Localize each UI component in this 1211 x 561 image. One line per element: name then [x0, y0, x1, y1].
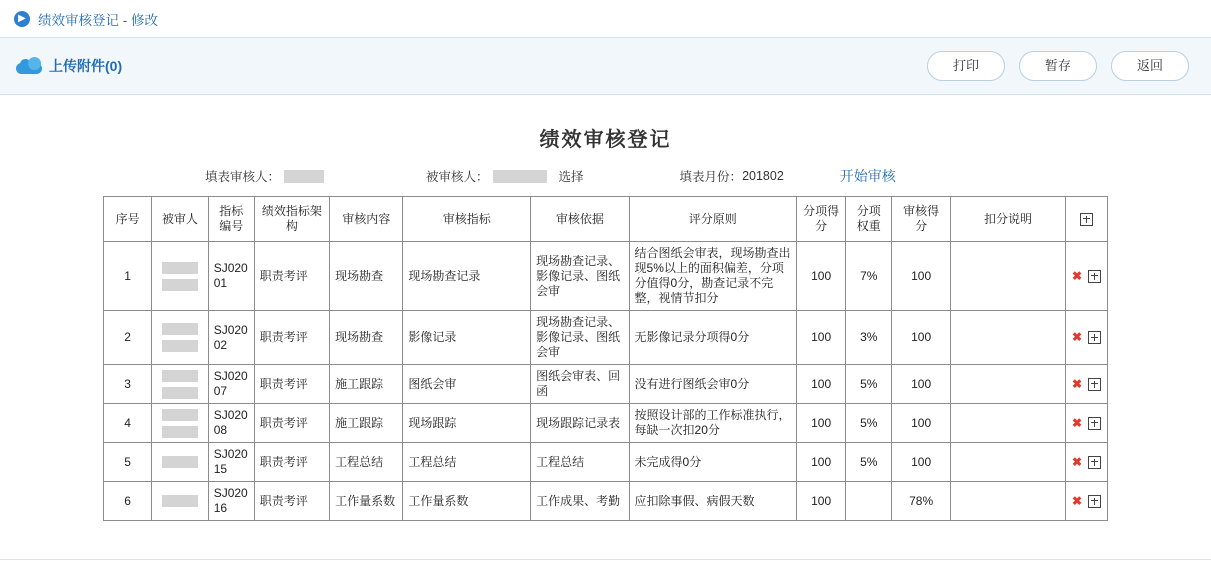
cell-score: 100: [797, 443, 846, 482]
print-button[interactable]: 打印: [927, 51, 1005, 81]
audit-score-input[interactable]: 100: [892, 404, 951, 443]
cell-code: SJ02001: [208, 242, 254, 311]
cell-code: SJ02015: [208, 443, 254, 482]
cell-rule: 无影像记录分项得0分: [629, 311, 797, 365]
cell-content: 现场勘查: [330, 311, 403, 365]
table-row: [104, 365, 1108, 404]
cell-rule: 结合图纸会审表，现场勘查出现5%以上的面积偏差，分项分值得0分，勘查记录不完整，视情节扣分: [629, 242, 797, 311]
cell-basis: 现场跟踪记录表: [531, 404, 629, 443]
toolbar: [0, 38, 1211, 95]
cell-rule: 未完成得0分: [629, 443, 797, 482]
th-operations: [1066, 197, 1108, 242]
table-row: [104, 242, 1108, 311]
th-score: 分项得分: [797, 197, 846, 242]
cell-rule: 按照设计部的工作标准执行，每缺一次扣20分: [629, 404, 797, 443]
cell-index: 工作量系数: [403, 482, 531, 521]
audit-score-input[interactable]: 100: [892, 443, 951, 482]
row-operations: [1066, 404, 1108, 443]
cell-frame: 职责考评: [254, 242, 329, 311]
th-weight: 分项权重: [846, 197, 892, 242]
cell-person: [152, 443, 209, 482]
breadcrumb[interactable]: 绩效审核登记 - 修改: [38, 12, 158, 28]
cell-index: 现场跟踪: [403, 404, 531, 443]
performance-review-table: [103, 196, 1108, 521]
cell-rule: 应扣除事假、病假天数: [629, 482, 797, 521]
filler-reviewer-field: [205, 167, 328, 185]
meta-row: [0, 166, 1211, 186]
table-header-row: [104, 197, 1108, 242]
filler-reviewer-label: 填表审核人：: [205, 170, 281, 184]
cell-no: 2: [104, 311, 152, 365]
th-index: 审核指标: [403, 197, 531, 242]
th-audit-score: 审核得分: [892, 197, 951, 242]
cell-content: 工作量系数: [330, 482, 403, 521]
th-rule: 评分原则: [629, 197, 797, 242]
th-content: 审核内容: [330, 197, 403, 242]
cell-basis: 工程总结: [531, 443, 629, 482]
cell-index: 现场勘查记录: [403, 242, 531, 311]
reviewee-value: [493, 170, 547, 183]
th-person: 被审人: [152, 197, 209, 242]
cell-basis: 图纸会审表、回函: [531, 365, 629, 404]
back-button[interactable]: 返回: [1111, 51, 1189, 81]
cell-frame: 职责考评: [254, 404, 329, 443]
deduct-note-input[interactable]: [950, 404, 1065, 443]
right-arrow-icon: ▶: [14, 11, 30, 27]
row-operations: [1066, 311, 1108, 365]
cell-code: SJ02016: [208, 482, 254, 521]
cell-index: 工程总结: [403, 443, 531, 482]
row-operations: [1066, 365, 1108, 404]
cell-frame: 职责考评: [254, 311, 329, 365]
cell-person: [152, 365, 209, 404]
report-month-field: [680, 167, 784, 185]
form-page: [0, 95, 1211, 561]
cell-score: 100: [797, 311, 846, 365]
delete-row-icon[interactable]: ✖: [1072, 376, 1083, 391]
cell-weight: 3%: [846, 311, 892, 365]
cell-content: 工程总结: [330, 443, 403, 482]
deduct-note-input[interactable]: [950, 482, 1065, 521]
th-basis: 审核依据: [531, 197, 629, 242]
upload-attachment-label: 上传附件(0): [49, 58, 123, 74]
cell-code: SJ02002: [208, 311, 254, 365]
expand-row-icon[interactable]: [1088, 495, 1101, 508]
expand-row-icon[interactable]: [1088, 270, 1101, 283]
th-deduct-note: 扣分说明: [950, 197, 1065, 242]
th-code: 指标编号: [208, 197, 254, 242]
cell-no: 6: [104, 482, 152, 521]
expand-all-icon[interactable]: [1080, 213, 1093, 226]
table-row: [104, 482, 1108, 521]
th-frame: 绩效指标架构: [254, 197, 329, 242]
select-reviewee-link[interactable]: 选择: [558, 170, 584, 184]
row-operations: [1066, 482, 1108, 521]
filler-reviewer-value: [284, 170, 324, 183]
row-operations: [1066, 443, 1108, 482]
expand-row-icon[interactable]: [1088, 417, 1101, 430]
table-container: [0, 196, 1211, 521]
delete-row-icon[interactable]: ✖: [1072, 454, 1083, 469]
deduct-note-input[interactable]: [950, 311, 1065, 365]
cell-code: SJ02008: [208, 404, 254, 443]
delete-row-icon[interactable]: ✖: [1072, 493, 1083, 508]
reviewee-field: [426, 167, 584, 185]
cell-person: [152, 404, 209, 443]
delete-row-icon[interactable]: ✖: [1072, 330, 1083, 344]
cell-content: 施工跟踪: [330, 404, 403, 443]
cell-frame: 职责考评: [254, 443, 329, 482]
cell-weight: [846, 482, 892, 521]
cell-score: 100: [797, 482, 846, 521]
save-draft-button[interactable]: 暂存: [1019, 51, 1097, 81]
deduct-note-input[interactable]: [950, 443, 1065, 482]
th-no: 序号: [104, 197, 152, 242]
report-month-label: 填表月份：: [679, 170, 743, 184]
title-bar: [0, 0, 1211, 38]
cell-frame: 职责考评: [254, 482, 329, 521]
cell-basis: 工作成果、考勤: [531, 482, 629, 521]
cell-no: 3: [104, 365, 152, 404]
cell-person: [152, 311, 209, 365]
deduct-note-input[interactable]: [950, 365, 1065, 404]
cell-score: 100: [797, 365, 846, 404]
cell-content: 现场勘查: [330, 242, 403, 311]
table-row: [104, 404, 1108, 443]
cell-weight: 5%: [846, 443, 892, 482]
cell-basis: 现场勘查记录、影像记录、图纸会审: [531, 242, 629, 311]
cell-person: [152, 482, 209, 521]
cell-no: 5: [104, 443, 152, 482]
expand-row-icon[interactable]: [1088, 456, 1101, 469]
page-title: 绩效审核登记: [539, 129, 672, 151]
delete-row-icon[interactable]: ✖: [1072, 415, 1083, 430]
cloud-upload-icon: [16, 57, 42, 75]
table-row: [104, 443, 1108, 482]
cell-person: [152, 242, 209, 311]
cell-weight: 7%: [846, 242, 892, 311]
cell-score: 100: [797, 404, 846, 443]
row-operations: [1066, 242, 1108, 311]
delete-row-icon[interactable]: ✖: [1072, 268, 1083, 283]
cell-index: 图纸会审: [403, 365, 531, 404]
cell-index: 影像记录: [403, 311, 531, 365]
deduct-note-input[interactable]: [950, 242, 1065, 311]
table-row: [104, 311, 1108, 365]
cell-basis: 现场勘查记录、影像记录、图纸会审: [531, 311, 629, 365]
cell-score: 100: [797, 242, 846, 311]
cell-frame: 职责考评: [254, 365, 329, 404]
audit-score-input[interactable]: 100: [892, 311, 951, 365]
cell-no: 4: [104, 404, 152, 443]
expand-row-icon[interactable]: [1088, 378, 1101, 391]
cell-code: SJ02007: [208, 365, 254, 404]
audit-score-input[interactable]: 100: [892, 365, 951, 404]
cell-weight: 5%: [846, 365, 892, 404]
report-month-value: 201802: [742, 169, 784, 183]
cell-weight: 5%: [846, 404, 892, 443]
start-review-button[interactable]: 开始审核: [839, 168, 896, 184]
audit-score-input[interactable]: 100: [892, 242, 951, 311]
cell-content: 施工跟踪: [330, 365, 403, 404]
upload-attachment-button[interactable]: [16, 56, 122, 76]
cell-rule: 没有进行图纸会审0分: [629, 365, 797, 404]
cell-no: 1: [104, 242, 152, 311]
audit-score-input[interactable]: 78%: [892, 482, 951, 521]
expand-row-icon[interactable]: [1088, 331, 1101, 344]
reviewee-label: 被审核人：: [426, 170, 489, 184]
